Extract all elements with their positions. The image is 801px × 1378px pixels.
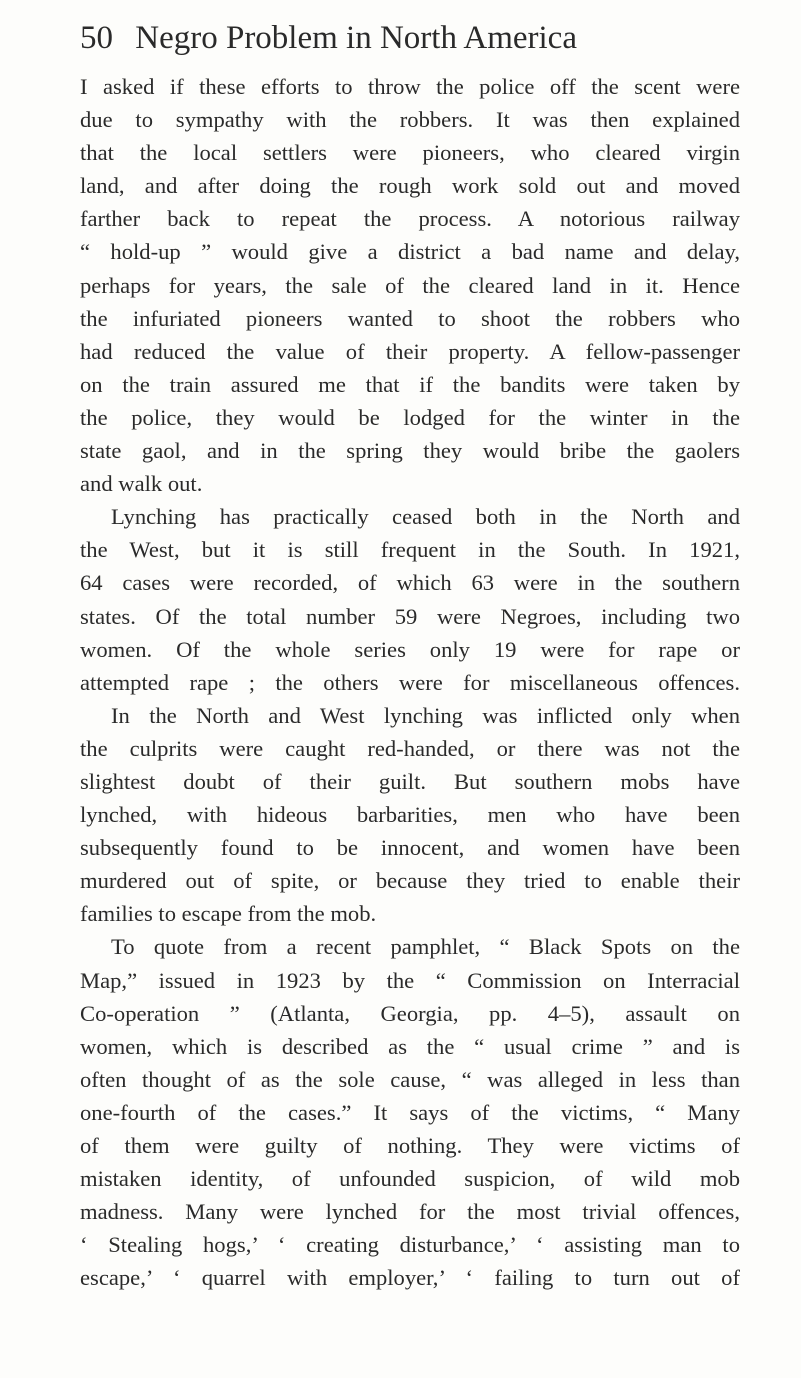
text-line: often thought of as the sole cause, “ was alleged in less than bbox=[80, 1066, 740, 1092]
text-line: women, which is described as the “ usual crime ” and is bbox=[80, 1033, 740, 1059]
text-line-paragraph-end: and walk out. bbox=[80, 471, 203, 497]
running-title: Negro Problem in North America bbox=[135, 20, 577, 56]
running-head bbox=[80, 14, 740, 62]
text-line: 64 cases were recorded, of which 63 were in the southern bbox=[80, 570, 740, 596]
text-line-paragraph-start: In the North and West lynching was inflicted only when bbox=[111, 702, 740, 728]
text-line: the police, they would be lodged for the winter in the bbox=[80, 404, 740, 430]
text-line: one-fourth of the cases.” It says of the victims, “ Many bbox=[80, 1099, 740, 1125]
text-line: due to sympathy with the robbers. It was then explained bbox=[80, 107, 740, 133]
text-line: subsequently found to be innocent, and women have been bbox=[80, 835, 740, 861]
text-line: had reduced the value of their property. A fellow-passenger bbox=[80, 338, 740, 364]
text-line: madness. Many were lynched for the most trivial offences, bbox=[80, 1199, 740, 1225]
text-line: murdered out of spite, or because they tried to enable their bbox=[80, 868, 740, 894]
text-line: I asked if these efforts to throw the police off the scent were bbox=[80, 74, 740, 99]
page-number: 50 bbox=[80, 20, 113, 56]
text-line: ‘ Stealing hogs,’ ‘ creating disturbance,’ ‘ assisting man to bbox=[80, 1232, 740, 1258]
text-line: mistaken identity, of unfounded suspicion, of wild mob bbox=[80, 1166, 740, 1192]
text-line: perhaps for years, the sale of the cleared land in it. Hence bbox=[80, 272, 740, 298]
body-text bbox=[80, 70, 740, 1294]
text-line: land, and after doing the rough work sold out and moved bbox=[80, 173, 740, 199]
text-line: the West, but it is still frequent in the South. In 1921, bbox=[80, 537, 740, 563]
text-line: that the local settlers were pioneers, who cleared virgin bbox=[80, 140, 740, 166]
text-line: lynched, with hideous barbarities, men who have been bbox=[80, 802, 740, 828]
text-line: the infuriated pioneers wanted to shoot the robbers who bbox=[80, 305, 740, 331]
text-line-paragraph-start: Lynching has practically ceased both in the North and bbox=[111, 504, 740, 530]
text-line: Co-operation ” (Atlanta, Georgia, pp. 4–5), assault on bbox=[80, 1000, 740, 1026]
text-line: women. Of the whole series only 19 were for rape or bbox=[80, 636, 740, 662]
text-line: on the train assured me that if the bandits were taken by bbox=[80, 371, 740, 397]
text-line: of them were guilty of nothing. They were victims of bbox=[80, 1133, 740, 1158]
text-line: farther back to repeat the process. A notorious railway bbox=[80, 206, 740, 232]
text-line-paragraph-end: families to escape from the mob. bbox=[80, 901, 377, 927]
text-line: attempted rape ; the others were for miscellaneous offences. bbox=[80, 669, 740, 695]
text-line-paragraph-start: To quote from a recent pamphlet, “ Black Spots on the bbox=[111, 934, 740, 960]
text-line: slightest doubt of their guilt. But southern mobs have bbox=[80, 768, 740, 794]
text-line: the culprits were caught red-handed, or there was not the bbox=[80, 735, 740, 761]
text-line: state gaol, and in the spring they would bribe the gaolers bbox=[80, 438, 740, 464]
text-line: Map,” issued in 1923 by the “ Commission on Interracial bbox=[80, 967, 740, 993]
text-line: states. Of the total number 59 were Negroes, including two bbox=[80, 603, 740, 629]
text-line: escape,’ ‘ quarrel with employer,’ ‘ failing to turn out of bbox=[80, 1265, 740, 1291]
text-line: “ hold-up ” would give a district a bad name and delay, bbox=[80, 239, 740, 265]
